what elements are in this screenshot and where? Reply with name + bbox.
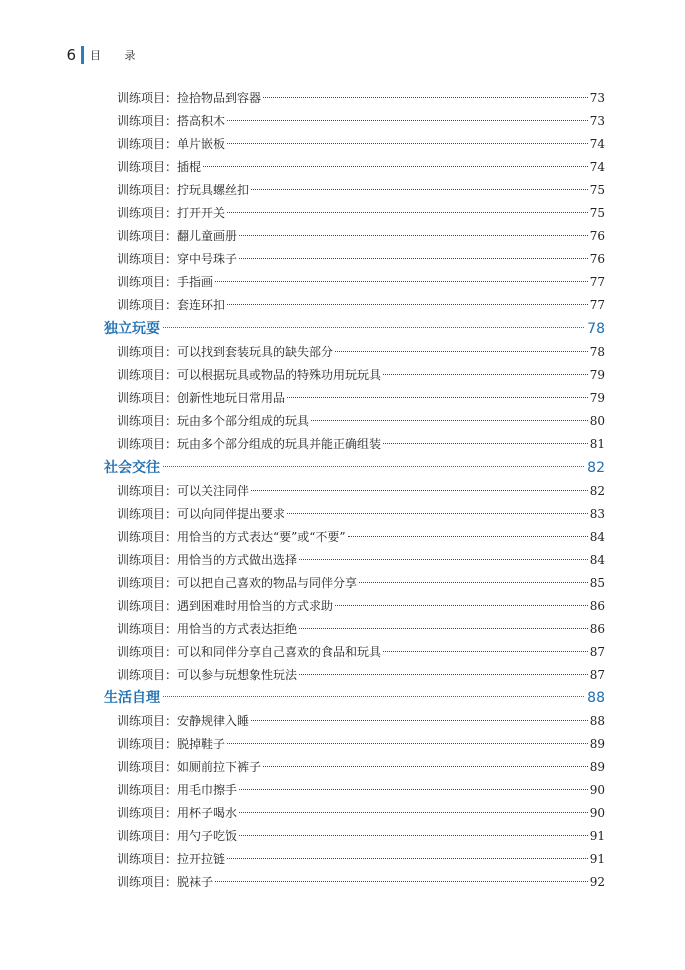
entry-title: 训练项目：单片嵌板: [117, 137, 226, 151]
dot-leader: [299, 674, 588, 675]
entry-title: 训练项目：可以关注同伴: [117, 484, 250, 498]
dot-leader: [239, 235, 588, 236]
entry-title: 训练项目：可以和同伴分享自己喜欢的食品和玩具: [117, 645, 382, 659]
page-reference: 74: [589, 137, 605, 151]
dot-leader: [227, 143, 588, 144]
entry-title: 训练项目：搭高积木: [117, 114, 226, 128]
dot-leader: [227, 858, 588, 859]
toc-entry[interactable]: [117, 849, 605, 869]
dot-leader: [163, 327, 584, 328]
page-reference: 90: [589, 806, 605, 820]
toc-entry[interactable]: [117, 527, 605, 547]
entry-title: 训练项目：打开开关: [117, 206, 226, 220]
page-header: [58, 44, 146, 66]
page-reference: 83: [589, 507, 605, 521]
toc-entry[interactable]: [117, 388, 605, 408]
toc-entry[interactable]: [117, 481, 605, 501]
page-reference: 75: [589, 206, 605, 220]
dot-leader: [163, 696, 584, 697]
dot-leader: [239, 789, 588, 790]
toc-entry[interactable]: [117, 226, 605, 246]
page-reference: 85: [589, 576, 605, 590]
entry-title: 训练项目：用恰当的方式表达拒绝: [117, 622, 298, 636]
page-reference: 82: [589, 484, 605, 498]
toc-entry[interactable]: [117, 642, 605, 662]
entry-title: 训练项目：可以向同伴提出要求: [117, 507, 286, 521]
dot-leader: [311, 420, 588, 421]
entry-title: 训练项目：玩由多个部分组成的玩具并能正确组装: [117, 437, 382, 451]
toc-entry[interactable]: [117, 573, 605, 593]
toc-entry[interactable]: [117, 872, 605, 892]
page-reference: 91: [589, 852, 605, 866]
page-reference: 92: [589, 875, 605, 889]
section-title: 独立玩耍: [104, 321, 160, 337]
page-reference: 82: [587, 460, 605, 476]
page-reference: 89: [589, 737, 605, 751]
dot-leader: [299, 628, 588, 629]
toc-section-heading[interactable]: [104, 457, 605, 479]
page-reference: 77: [589, 298, 605, 312]
dot-leader: [383, 651, 588, 652]
dot-leader: [263, 97, 588, 98]
page-reference: 88: [587, 690, 605, 706]
toc-entry[interactable]: [117, 272, 605, 292]
dot-leader: [263, 766, 588, 767]
page-reference: 89: [589, 760, 605, 774]
dot-leader: [359, 582, 588, 583]
dot-leader: [239, 258, 588, 259]
toc-entry[interactable]: [117, 88, 605, 108]
page-reference: 76: [589, 252, 605, 266]
toc-entry[interactable]: [117, 134, 605, 154]
page-number: 6: [66, 46, 76, 64]
toc-entry[interactable]: [117, 757, 605, 777]
entry-title: 训练项目：可以参与玩想象性玩法: [117, 668, 298, 682]
toc-entry[interactable]: [117, 780, 605, 800]
page-title: 目 录: [90, 49, 146, 62]
page-reference: 86: [589, 599, 605, 613]
entry-title: 训练项目：脱掉鞋子: [117, 737, 226, 751]
entry-title: 训练项目：可以找到套装玩具的缺失部分: [117, 345, 334, 359]
header-divider: [81, 46, 84, 64]
entry-title: 训练项目：用恰当的方式做出选择: [117, 553, 298, 567]
dot-leader: [335, 351, 588, 352]
entry-title: 训练项目：穿中号珠子: [117, 252, 238, 266]
page-reference: 78: [587, 321, 605, 337]
dot-leader: [251, 490, 588, 491]
entry-title: 训练项目：可以把自己喜欢的物品与同伴分享: [117, 576, 358, 590]
dot-leader: [163, 466, 584, 467]
entry-title: 训练项目：用毛巾擦手: [117, 783, 238, 797]
page-reference: 86: [589, 622, 605, 636]
toc-entry[interactable]: [117, 803, 605, 823]
dot-leader: [239, 835, 588, 836]
dot-leader: [287, 397, 588, 398]
entry-title: 训练项目：捡拾物品到容器: [117, 91, 262, 105]
page-reference: 78: [589, 345, 605, 359]
toc-entry[interactable]: [117, 826, 605, 846]
toc-entry[interactable]: [117, 665, 605, 685]
entry-title: 训练项目：安静规律入睡: [117, 714, 250, 728]
toc-entry[interactable]: [117, 711, 605, 731]
page-reference: 73: [589, 114, 605, 128]
toc-entry[interactable]: [117, 203, 605, 223]
dot-leader: [287, 513, 588, 514]
entry-title: 训练项目：玩由多个部分组成的玩具: [117, 414, 310, 428]
page-reference: 87: [589, 668, 605, 682]
dot-leader: [227, 743, 588, 744]
page-reference: 73: [589, 91, 605, 105]
page-reference: 76: [589, 229, 605, 243]
entry-title: 训练项目：用勺子吃饭: [117, 829, 238, 843]
page-reference: 84: [589, 530, 605, 544]
toc-entry[interactable]: [117, 596, 605, 616]
dot-leader: [203, 166, 588, 167]
toc-entry[interactable]: [117, 504, 605, 524]
entry-title: 训练项目：套连环扣: [117, 298, 226, 312]
toc-entry[interactable]: [117, 411, 605, 431]
dot-leader: [251, 720, 588, 721]
dot-leader: [227, 304, 588, 305]
page-reference: 84: [589, 553, 605, 567]
dot-leader: [348, 536, 588, 537]
toc-entry[interactable]: [117, 111, 605, 131]
entry-title: 训练项目：拉开拉链: [117, 852, 226, 866]
entry-title: 训练项目：创新性地玩日常用品: [117, 391, 286, 405]
toc-section-heading[interactable]: [104, 687, 605, 709]
dot-leader: [299, 559, 588, 560]
toc-entry[interactable]: [117, 180, 605, 200]
toc-section-heading[interactable]: [104, 318, 605, 340]
page-reference: 81: [589, 437, 605, 451]
page-reference: 74: [589, 160, 605, 174]
dot-leader: [215, 881, 588, 882]
dot-leader: [251, 189, 588, 190]
toc-entry[interactable]: [117, 619, 605, 639]
entry-title: 训练项目：遇到困难时用恰当的方式求助: [117, 599, 334, 613]
dot-leader: [383, 443, 588, 444]
page-reference: 87: [589, 645, 605, 659]
toc-entry[interactable]: [117, 550, 605, 570]
section-title: 生活自理: [104, 690, 160, 706]
toc-entry[interactable]: [117, 295, 605, 315]
toc-entry[interactable]: [117, 734, 605, 754]
page-reference: 79: [589, 391, 605, 405]
entry-title: 训练项目：用恰当的方式表达“要”或“不要”: [117, 530, 346, 544]
page-reference: 91: [589, 829, 605, 843]
entry-title: 训练项目：手指画: [117, 275, 214, 289]
dot-leader: [227, 212, 588, 213]
page-reference: 80: [589, 414, 605, 428]
page-reference: 88: [589, 714, 605, 728]
entry-title: 训练项目：可以根据玩具或物品的特殊功用玩玩具: [117, 368, 382, 382]
page-reference: 77: [589, 275, 605, 289]
page-reference: 90: [589, 783, 605, 797]
toc-entry[interactable]: [117, 157, 605, 177]
entry-title: 训练项目：如厕前拉下裤子: [117, 760, 262, 774]
dot-leader: [239, 812, 588, 813]
entry-title: 训练项目：脱袜子: [117, 875, 214, 889]
entry-title: 训练项目：拧玩具螺丝扣: [117, 183, 250, 197]
toc-entry[interactable]: [117, 365, 605, 385]
entry-title: 训练项目：用杯子喝水: [117, 806, 238, 820]
page-reference: 79: [589, 368, 605, 382]
dot-leader: [383, 374, 588, 375]
dot-leader: [335, 605, 588, 606]
page-reference: 75: [589, 183, 605, 197]
toc-entry[interactable]: [117, 342, 605, 362]
entry-title: 训练项目：插棍: [117, 160, 202, 174]
toc-entry[interactable]: [117, 249, 605, 269]
dot-leader: [227, 120, 588, 121]
dot-leader: [215, 281, 588, 282]
entry-title: 训练项目：翻儿童画册: [117, 229, 238, 243]
toc-entry[interactable]: [117, 434, 605, 454]
section-title: 社会交往: [104, 460, 160, 476]
